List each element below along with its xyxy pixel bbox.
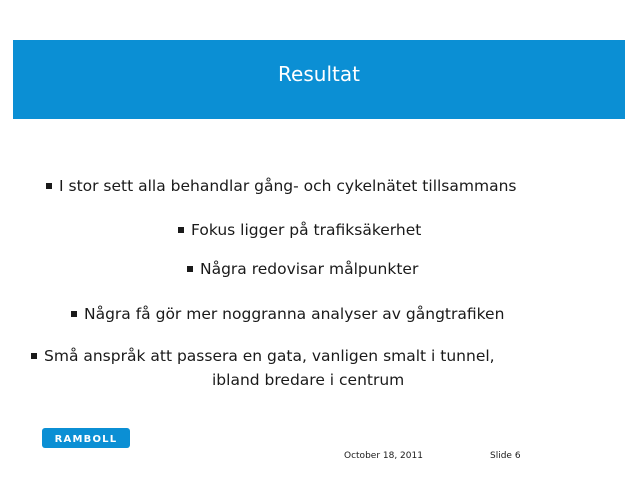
- slide-title-text: Resultat: [278, 62, 360, 86]
- bullet-text: I stor sett alla behandlar gång- och cykelnätet tillsammans: [59, 177, 517, 195]
- bullet-item: [46, 176, 516, 196]
- bullet-text: Små anspråk att passera en gata, vanligen smalt i tunnel,: [44, 347, 495, 365]
- bullet-text: Fokus ligger på trafiksäkerhet: [191, 221, 422, 239]
- square-bullet-icon: [46, 183, 52, 189]
- logo-text: RAMBOLL: [54, 434, 118, 444]
- footer-slide-number: Slide 6: [490, 451, 521, 461]
- bullet-item: [71, 304, 504, 324]
- square-bullet-icon: [187, 266, 193, 272]
- square-bullet-icon: [71, 311, 77, 317]
- square-bullet-icon: [178, 227, 184, 233]
- bullet-continuation: ibland bredare i centrum: [212, 371, 405, 389]
- bullet-item: [31, 346, 495, 366]
- bullet-item: [178, 220, 421, 240]
- ramboll-logo: [42, 428, 130, 448]
- footer-date: October 18, 2011: [344, 451, 423, 461]
- ramboll-logo-wordmark: [46, 432, 126, 444]
- slide-title: [0, 60, 638, 88]
- bullet-item: [187, 259, 418, 279]
- square-bullet-icon: [31, 353, 37, 359]
- bullet-text: Några redovisar målpunkter: [200, 260, 419, 278]
- bullet-text: Några få gör mer noggranna analyser av gångtrafiken: [84, 305, 505, 323]
